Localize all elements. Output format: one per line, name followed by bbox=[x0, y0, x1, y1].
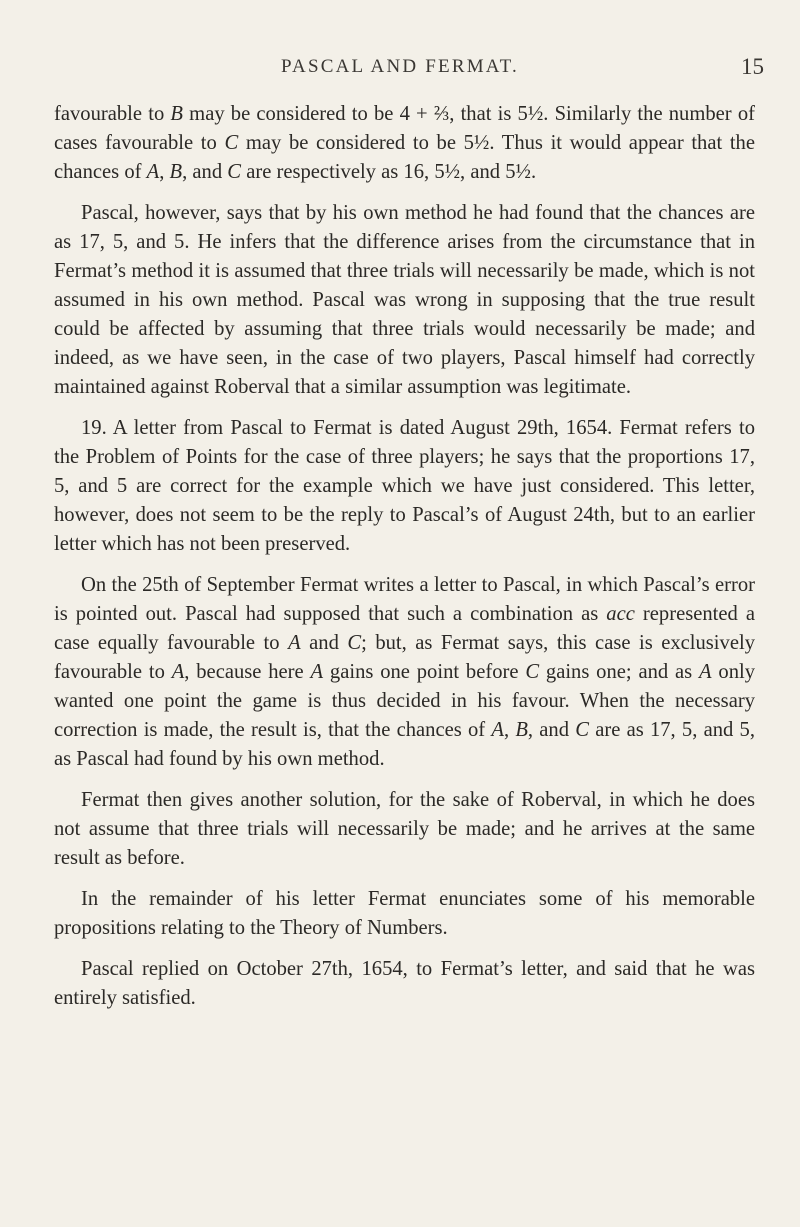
page-number: 15 bbox=[741, 54, 764, 79]
paragraph-continued: favourable to B may be considered to be 4 + ⅔, that is 5½. Similarly the number of cases favourable to C may be considered to be 5½. Thus it would appear that the chances of A, B, and C are respectively as 16, 5½, and 5½. bbox=[54, 103, 755, 183]
running-title: PASCAL AND FERMAT. bbox=[281, 56, 519, 77]
paragraph-fermat-letter: On the 25th of September Fermat writes a letter to Pascal, in which Pascal’s error is pointed out. Pascal had supposed that such a combination as acc represented a case equally favourable to A and C; but, as Fermat says, this case is exclusively favourable to A, because here A gains one point before C gains one; and as A only wanted one point the game is thus decided in his favour. When the necessary correction is made, the result is, that the chances of A, B, and C are as 17, 5, and 5, as Pascal had found by his own method. bbox=[54, 574, 756, 770]
running-header bbox=[0, 54, 800, 84]
paragraph-pascal-reply: Pascal replied on October 27th, 1654, to Fermat’s letter, and said that he was entirely satisfied. bbox=[54, 958, 755, 1009]
paragraph-pascal-method: Pascal, however, says that by his own method he had found that the chances are as 17, 5, and 5. He infers that the difference arises from the circumstance that in Fermat’s method it is assumed that three trials will necessarily be made, which is not assumed in his own method. Pascal was wrong in supposing that the true result could be affected by assuming that three trials would necessarily be made; and indeed, as we have seen, in the case of two players, Pascal himself had correctly maintained against Roberval that a similar assumption was legitimate. bbox=[54, 202, 755, 398]
paragraph-theory-of-numbers: In the remainder of his letter Fermat enunciates some of his memorable propositions relating to the Theory of Numbers. bbox=[54, 888, 755, 939]
paragraph-section-19: 19. A letter from Pascal to Fermat is dated August 29th, 1654. Fermat refers to the Problem of Points for the case of three players; he says that the proportions 17, 5, and 5 are correct for the example which we have just considered. This letter, however, does not seem to be the reply to Pascal’s of August 24th, but to an earlier letter which has not been preserved. bbox=[54, 417, 755, 555]
paragraph-roberval-solution: Fermat then gives another solution, for the sake of Roberval, in which he does not assume that three trials will necessarily be made; and he arrives at the same result as before. bbox=[54, 789, 755, 869]
body-text bbox=[54, 100, 755, 1025]
